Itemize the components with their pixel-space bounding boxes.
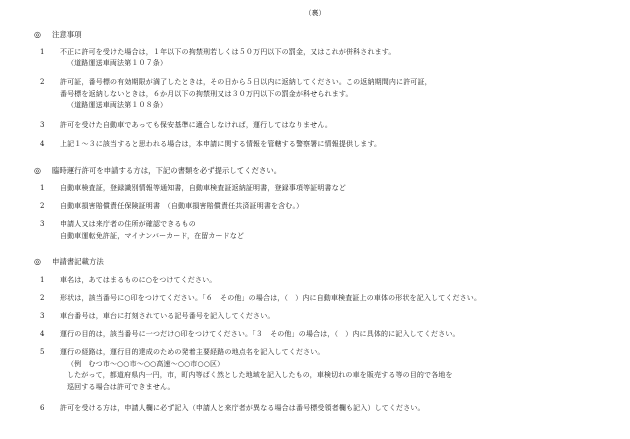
item-text: 運行の目的は，該当番号に一つだけ○印をつけてください。「３ その他」の場合は，（ ）内に具体的に記入してください。	[60, 330, 460, 338]
section-title: 申請書記載方法	[52, 257, 104, 266]
item-text: 不正に許可を受けた場合は，１年以下の拘禁刑若しくは５０万円以下の罰金，又はこれが併科されます。	[60, 48, 396, 56]
item-text: 番号標を返納しないときは，６か月以下の拘禁刑又は３０万円以下の罰金が科せられます。	[60, 90, 353, 98]
item-text: 運行の経路は，運行目的達成のための発着主要経路の地点名を記入してください。	[60, 348, 325, 356]
section-title: 注意事項	[52, 30, 82, 39]
item-text: 申請人又は来庁者の住所が確認できるもの	[60, 220, 196, 228]
item-number: 5	[40, 348, 45, 356]
item-text: 車台番号は，車台に打刻されている記号番号を記入してください。	[60, 312, 275, 320]
page-side-label: （裏）	[304, 9, 326, 17]
section-title: 臨時運行許可を申請する方は，下記の書類を必ず提示してください。	[52, 166, 282, 175]
item-number: 3	[40, 121, 45, 129]
section-mark: ◎	[34, 257, 41, 266]
item-number: 2	[40, 78, 45, 86]
item-number: 4	[40, 140, 45, 148]
item-text: （道路運送車両法第１０８条）	[67, 101, 168, 109]
item-number: 2	[40, 202, 45, 210]
item-text: 許可を受ける方は，申請人欄に必ず記入（申請人と来庁者が異なる場合は番号標受領者欄も記入）してください。	[60, 404, 425, 412]
item-number: 3	[40, 220, 45, 228]
section-mark: ◎	[34, 30, 41, 39]
item-text: 許可証，番号標の有効期限が満了したときは，その日から５日以内に返納してください。この返納期間内に許可証，	[60, 78, 432, 86]
item-text: 巡回する場合は許可できません。	[67, 383, 175, 391]
item-text: 自動車損害賠償責任保険証明書 （自動車損害賠償責任共済証明書を含む。）	[60, 202, 304, 210]
section-mark: ◎	[34, 166, 41, 175]
item-text: 自動車運転免許証，マイナンバーカード，在留カードなど	[60, 232, 245, 240]
item-text: 車名は，あてはまるものに○をつけてください。	[60, 276, 217, 284]
item-text: 形状は，該当番号に○印をつけてください。「６ その他」の場合は，（ ）内に自動車検査証上の車体の形状を記入してください。	[60, 294, 482, 302]
item-text: したがって，都道府県内一円，市，町内等ばく然とした地域を記入したもの，車検切れの車を販売する等の目的で各地を	[67, 371, 453, 379]
item-text: 許可を受けた自動車であっても保安基準に適合しなければ，運行してはなりません。	[60, 121, 333, 129]
item-text: 上記１～３に該当すると思われる場合は，本申請に関する情報を管轄する警察署に情報提供します。	[60, 140, 382, 148]
item-text: 自動車検査証，登録識別情報等通知書，自動車検査証返納証明書，登録事項等証明書など	[60, 184, 346, 192]
item-number: 1	[40, 184, 45, 192]
item-number: 2	[40, 294, 45, 302]
item-number: 6	[40, 404, 45, 412]
item-text: （道路運送車両法第１０７条）	[67, 59, 168, 67]
item-number: 1	[40, 276, 45, 284]
item-number: 3	[40, 312, 45, 320]
item-number: 1	[40, 48, 45, 56]
item-text: （例 むつ市～○○市～○○高速～○○市○○区）	[67, 360, 225, 368]
item-number: 4	[40, 330, 45, 338]
